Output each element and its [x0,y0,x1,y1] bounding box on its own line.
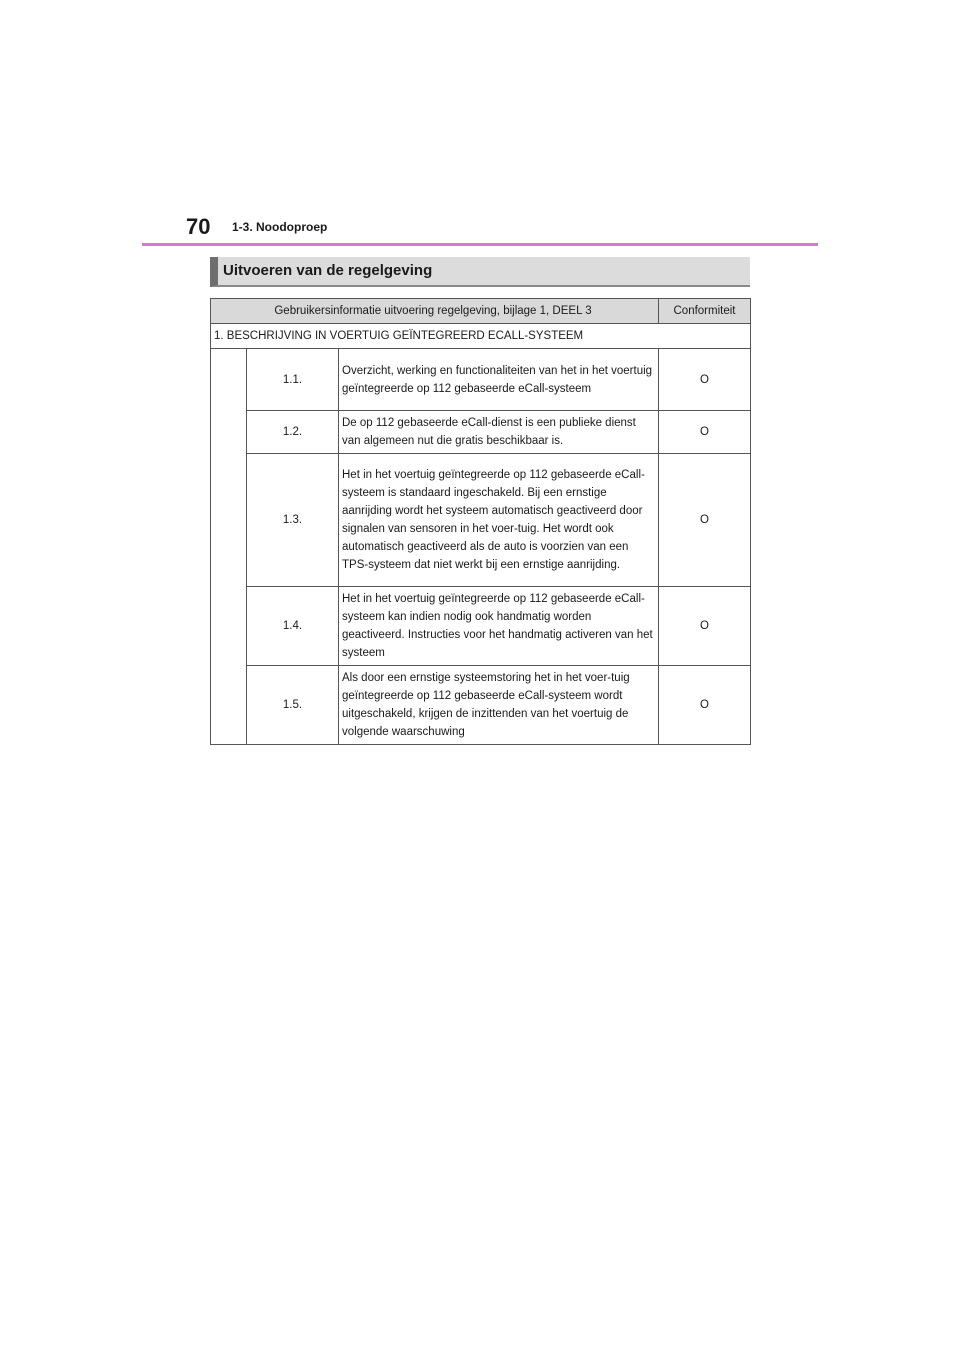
row-conformity: O [659,411,751,454]
row-number: 1.3. [247,454,339,587]
row-description: Overzicht, werking en functionaliteiten van het in het voertuig geïntegreerde op 112 gebaseerde eCall-systeem [339,349,659,411]
table-row [211,349,751,411]
row-conformity: O [659,349,751,411]
page-number: 70 [186,214,211,239]
row-number: 1.4. [247,587,339,666]
row-number: 1.2. [247,411,339,454]
header-divider [142,243,818,246]
row-description: Het in het voertuig geïntegreerde op 112 gebaseerde eCall-systeem is standaard ingeschakeld. Bij een ernstige aanrijding wordt het systeem automatisch geactiveerd door signalen van sensoren in het voer-tuig. Het wordt ook automatisch geactiveerd als de auto is voorzien van een TPS-systeem dat niet werkt bij een ernstige aanrijding. [339,454,659,587]
row-conformity: O [659,666,751,745]
column-header-info: Gebruikersinformatie uitvoering regelgeving, bijlage 1, DEEL 3 [211,299,659,324]
table-section-row [211,324,751,349]
table-row [211,411,751,454]
section-row-label: 1. BESCHRIJVING IN VOERTUIG GEÏNTEGREERD ECALL-SYSTEEM [211,324,751,349]
table-row [211,454,751,587]
table-row [211,587,751,666]
table-header-row [211,299,751,324]
regulation-table [210,298,751,745]
row-number: 1.1. [247,349,339,411]
row-description: De op 112 gebaseerde eCall-dienst is een publieke dienst van algemeen nut die gratis beschikbaar is. [339,411,659,454]
indent-cell [211,349,247,745]
row-conformity: O [659,587,751,666]
section-reference: 1-3. Noodoproep [232,220,328,234]
row-description: Het in het voertuig geïntegreerde op 112 gebaseerde eCall-systeem kan indien nodig ook handmatig worden geactiveerd. Instructies voor het handmatig activeren van het systeem [339,587,659,666]
column-header-conformity: Conformiteit [659,299,751,324]
section-heading: Uitvoeren van de regelgeving [210,257,750,287]
row-conformity: O [659,454,751,587]
row-number: 1.5. [247,666,339,745]
row-description: Als door een ernstige systeemstoring het in het voer-tuig geïntegreerde op 112 gebaseerde eCall-systeem wordt uitgeschakeld, krijgen de inzittenden van het voertuig de volgende waarschuwing [339,666,659,745]
table-row [211,666,751,745]
